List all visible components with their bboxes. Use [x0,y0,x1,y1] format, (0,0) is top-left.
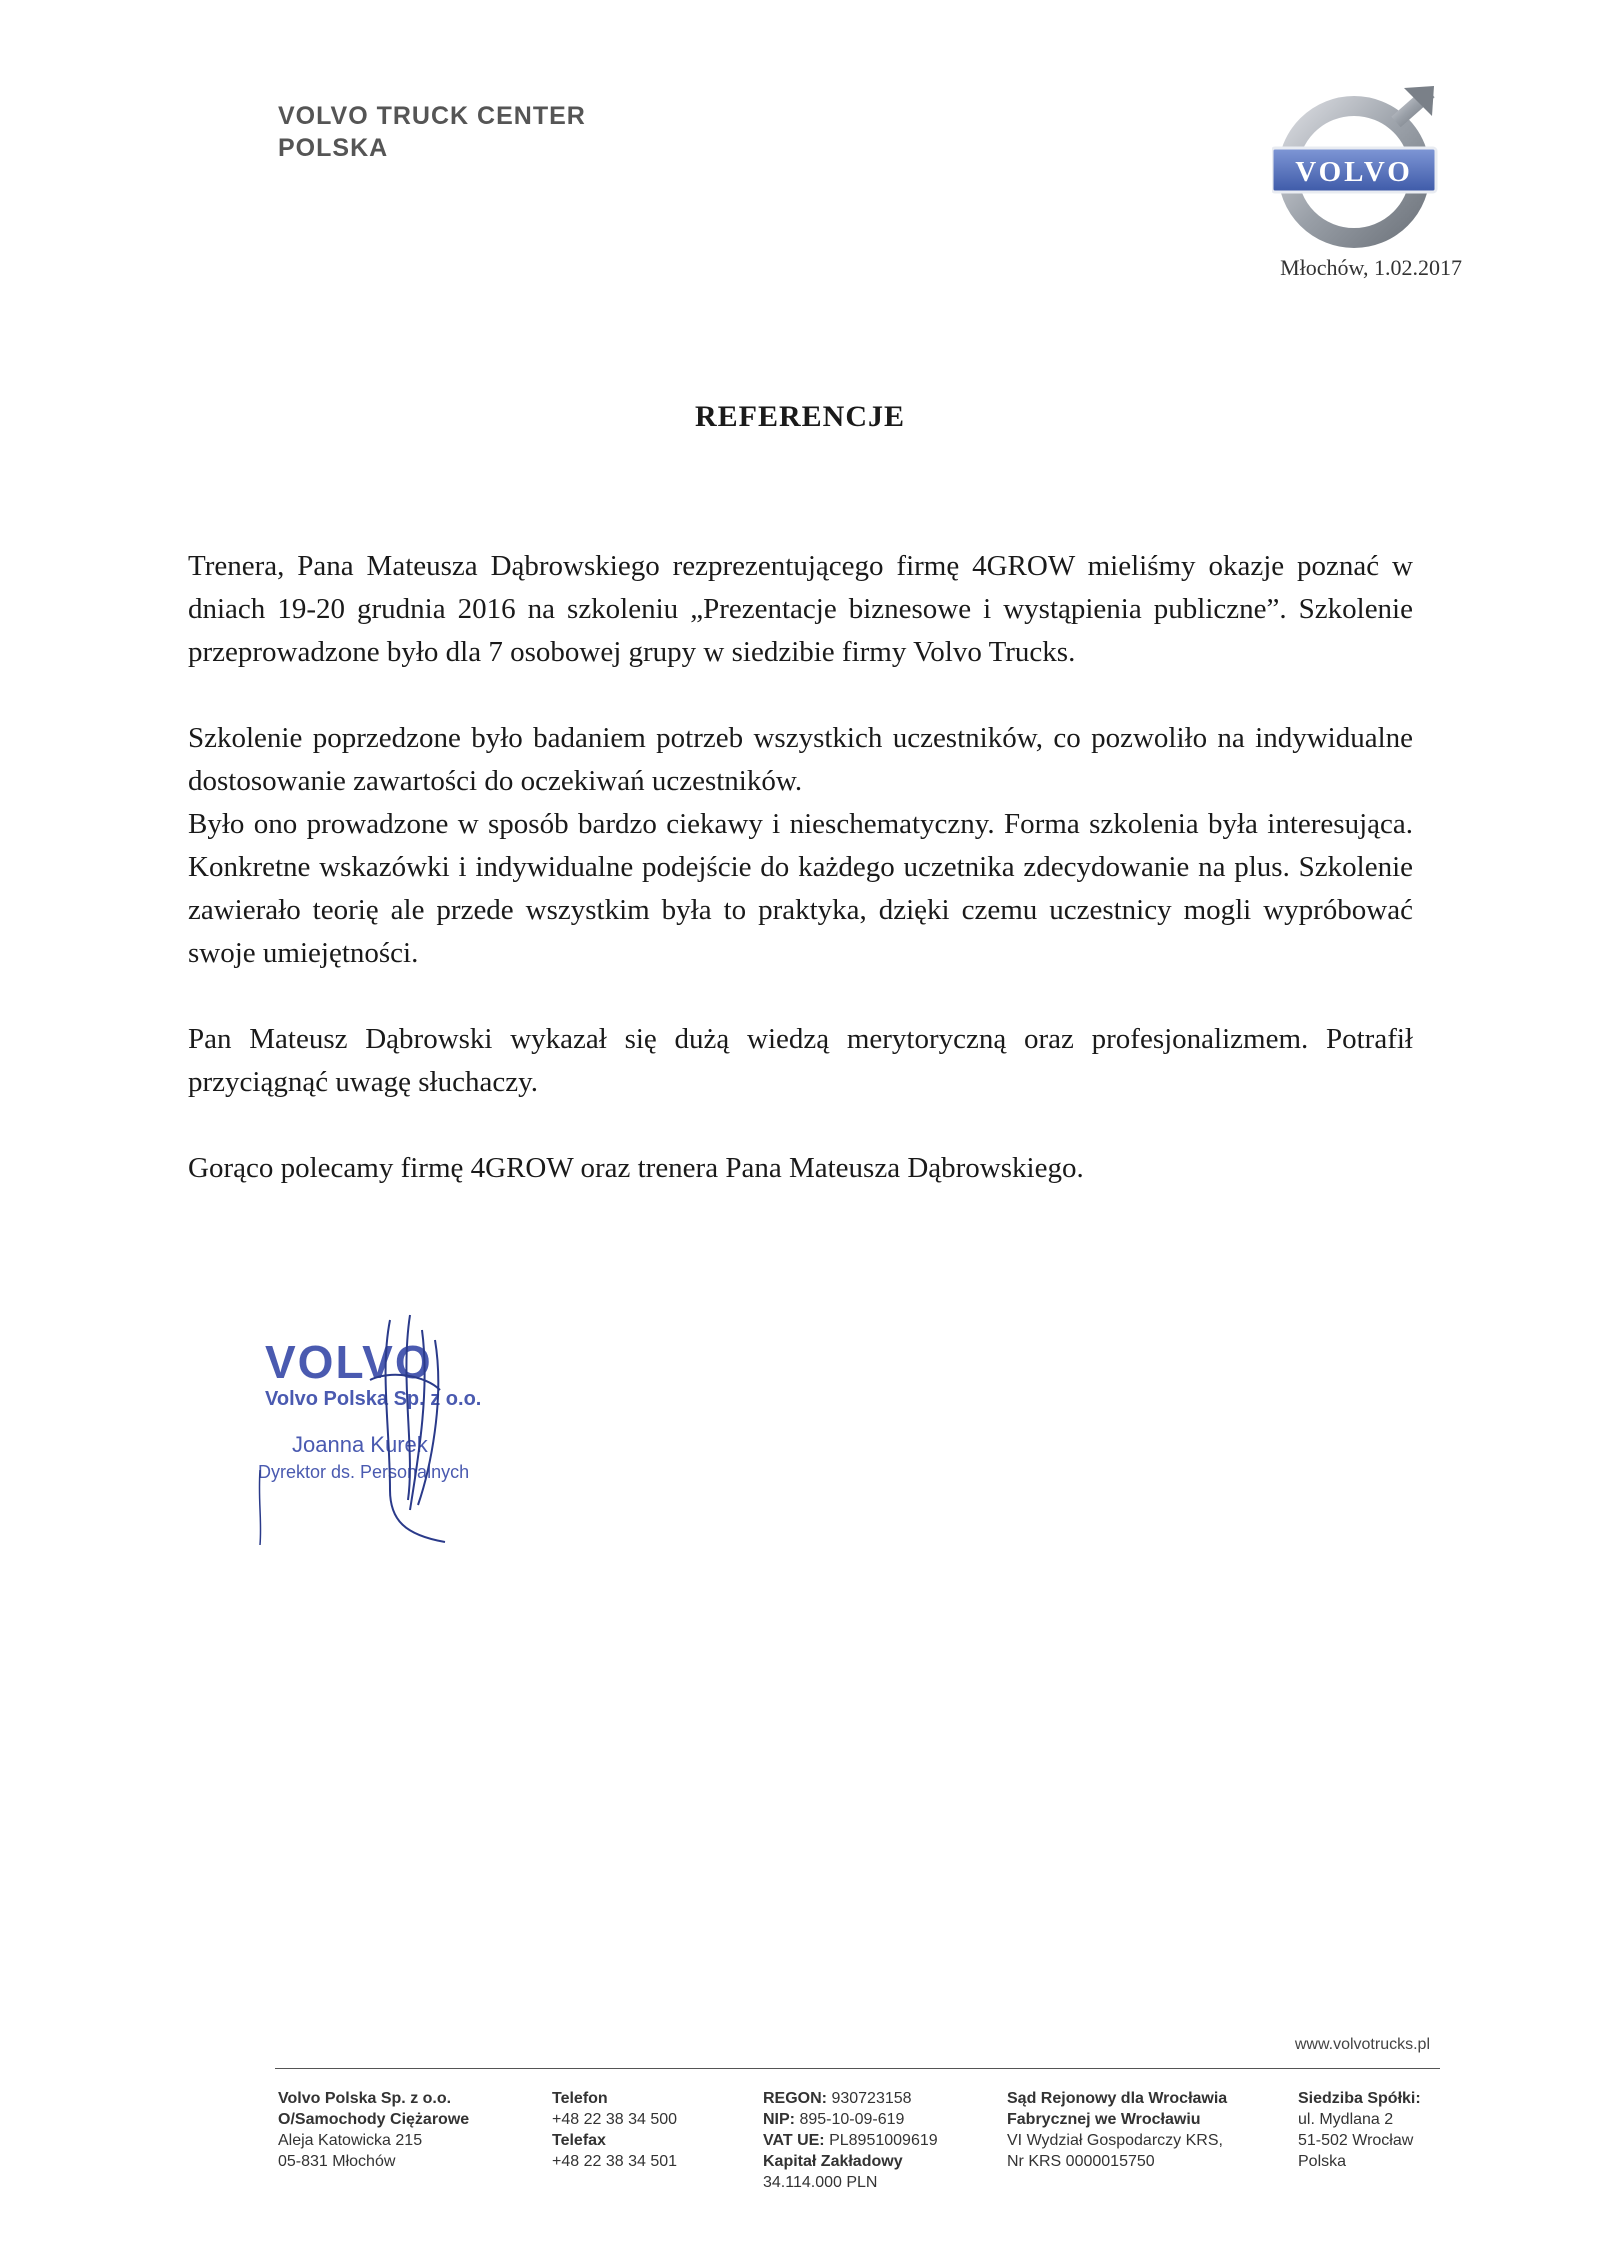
capital-value: 34.114.000 PLN [763,2174,878,2191]
footer-fax-label: Telefax [552,2132,606,2149]
paragraph-1: Trenera, Pana Mateusza Dąbrowskiego rezprezentującego firmę 4GROW mieliśmy okazje poznać w dniach 19-20 grudnia 2016 na szkoleniu „Prezentacje biznesowe i wystąpienia publiczne”. Szkolenie przeprowadzone było dla 7 osobowej grupy w siedzibie firmy Volvo Trucks. [188,550,1413,668]
footer-hq-label: Siedziba Spółki: [1298,2090,1421,2107]
nip-value: 895-10-09-619 [799,2111,905,2128]
footer-registry [763,2088,938,2193]
footer-divider [275,2068,1440,2069]
document-title: REFERENCJE [694,400,906,433]
footer-phone-label: Telefon [552,2090,608,2107]
stamp-person: Joanna Kurek [292,1432,428,1457]
regon-label: REGON: [763,2090,827,2107]
footer-court-line3: VI Wydział Gospodarczy KRS, [1007,2132,1223,2149]
footer-fax-number: +48 22 38 34 501 [552,2153,678,2170]
footer-division: O/Samochody Ciężarowe [278,2111,470,2128]
regon-value: 930723158 [831,2090,912,2107]
vat-value: PL8951009619 [829,2132,938,2149]
company-name-line2: POLSKA [278,134,389,162]
footer-company-name: Volvo Polska Sp. z o.o. [278,2090,452,2107]
footer-city: 05-831 Młochów [278,2153,396,2170]
footer-headquarters [1298,2088,1421,2172]
footer-court-line1: Sąd Rejonowy dla Wrocławia [1007,2090,1228,2107]
stamp-brand: VOLVO [265,1336,433,1388]
company-name [278,100,586,164]
volvo-logo [1272,82,1440,250]
logo-wordmark: VOLVO [1295,156,1413,188]
footer-phone-number: +48 22 38 34 500 [552,2111,678,2128]
footer-hq-street: ul. Mydlana 2 [1298,2111,1394,2128]
footer-court [1007,2088,1227,2172]
handwritten-signature [240,1310,500,1550]
paragraph-3: Było ono prowadzone w sposób bardzo ciekawy i nieschematyczny. Forma szkolenia była interesująca. Konkretne wskazówki i indywidualne podejście do każdego uczetnika zdecydowanie na plus. Szkolenie zawierało teorię ale przede wszystkim była to praktyka, dzięki czemu uczestnicy mogli wypróbować swoje umiejętności. [188,808,1413,969]
stamp-company: Volvo Polska Sp. z o.o. [265,1388,482,1410]
website-link[interactable]: www.volvotrucks.pl [1294,2036,1430,2053]
nip-label: NIP: [763,2111,795,2128]
capital-label: Kapitał Zakładowy [763,2153,903,2170]
vat-label: VAT UE: [763,2132,825,2149]
footer-company [278,2088,469,2172]
stamp-role: Dyrektor ds. Personalnych [258,1462,470,1482]
footer-hq-city: 51-502 Wrocław [1298,2132,1414,2149]
letter-date: Młochów, 1.02.2017 [1280,255,1462,280]
footer-phone [552,2088,677,2172]
footer-krs: Nr KRS 0000015750 [1007,2153,1155,2170]
letter-body [188,545,1413,1233]
footer-street: Aleja Katowicka 215 [278,2132,423,2149]
paragraph-5: Gorąco polecamy firmę 4GROW oraz trenera Pana Mateusza Dąbrowskiego. [188,1152,1084,1184]
paragraph-4: Pan Mateusz Dąbrowski wykazał się dużą wiedzą merytoryczną oraz profesjonalizmem. Potrafił przyciągnąć uwagę słuchaczy. [188,1023,1413,1098]
company-name-line1: VOLVO TRUCK CENTER [278,102,586,130]
paragraph-2: Szkolenie poprzedzone było badaniem potrzeb wszystkich uczestników, co pozwoliło na indywidualne dostosowanie zawartości do oczekiwań uczestników. [188,722,1413,797]
footer-court-line2: Fabrycznej we Wrocławiu [1007,2111,1201,2128]
footer-hq-country: Polska [1298,2153,1347,2170]
